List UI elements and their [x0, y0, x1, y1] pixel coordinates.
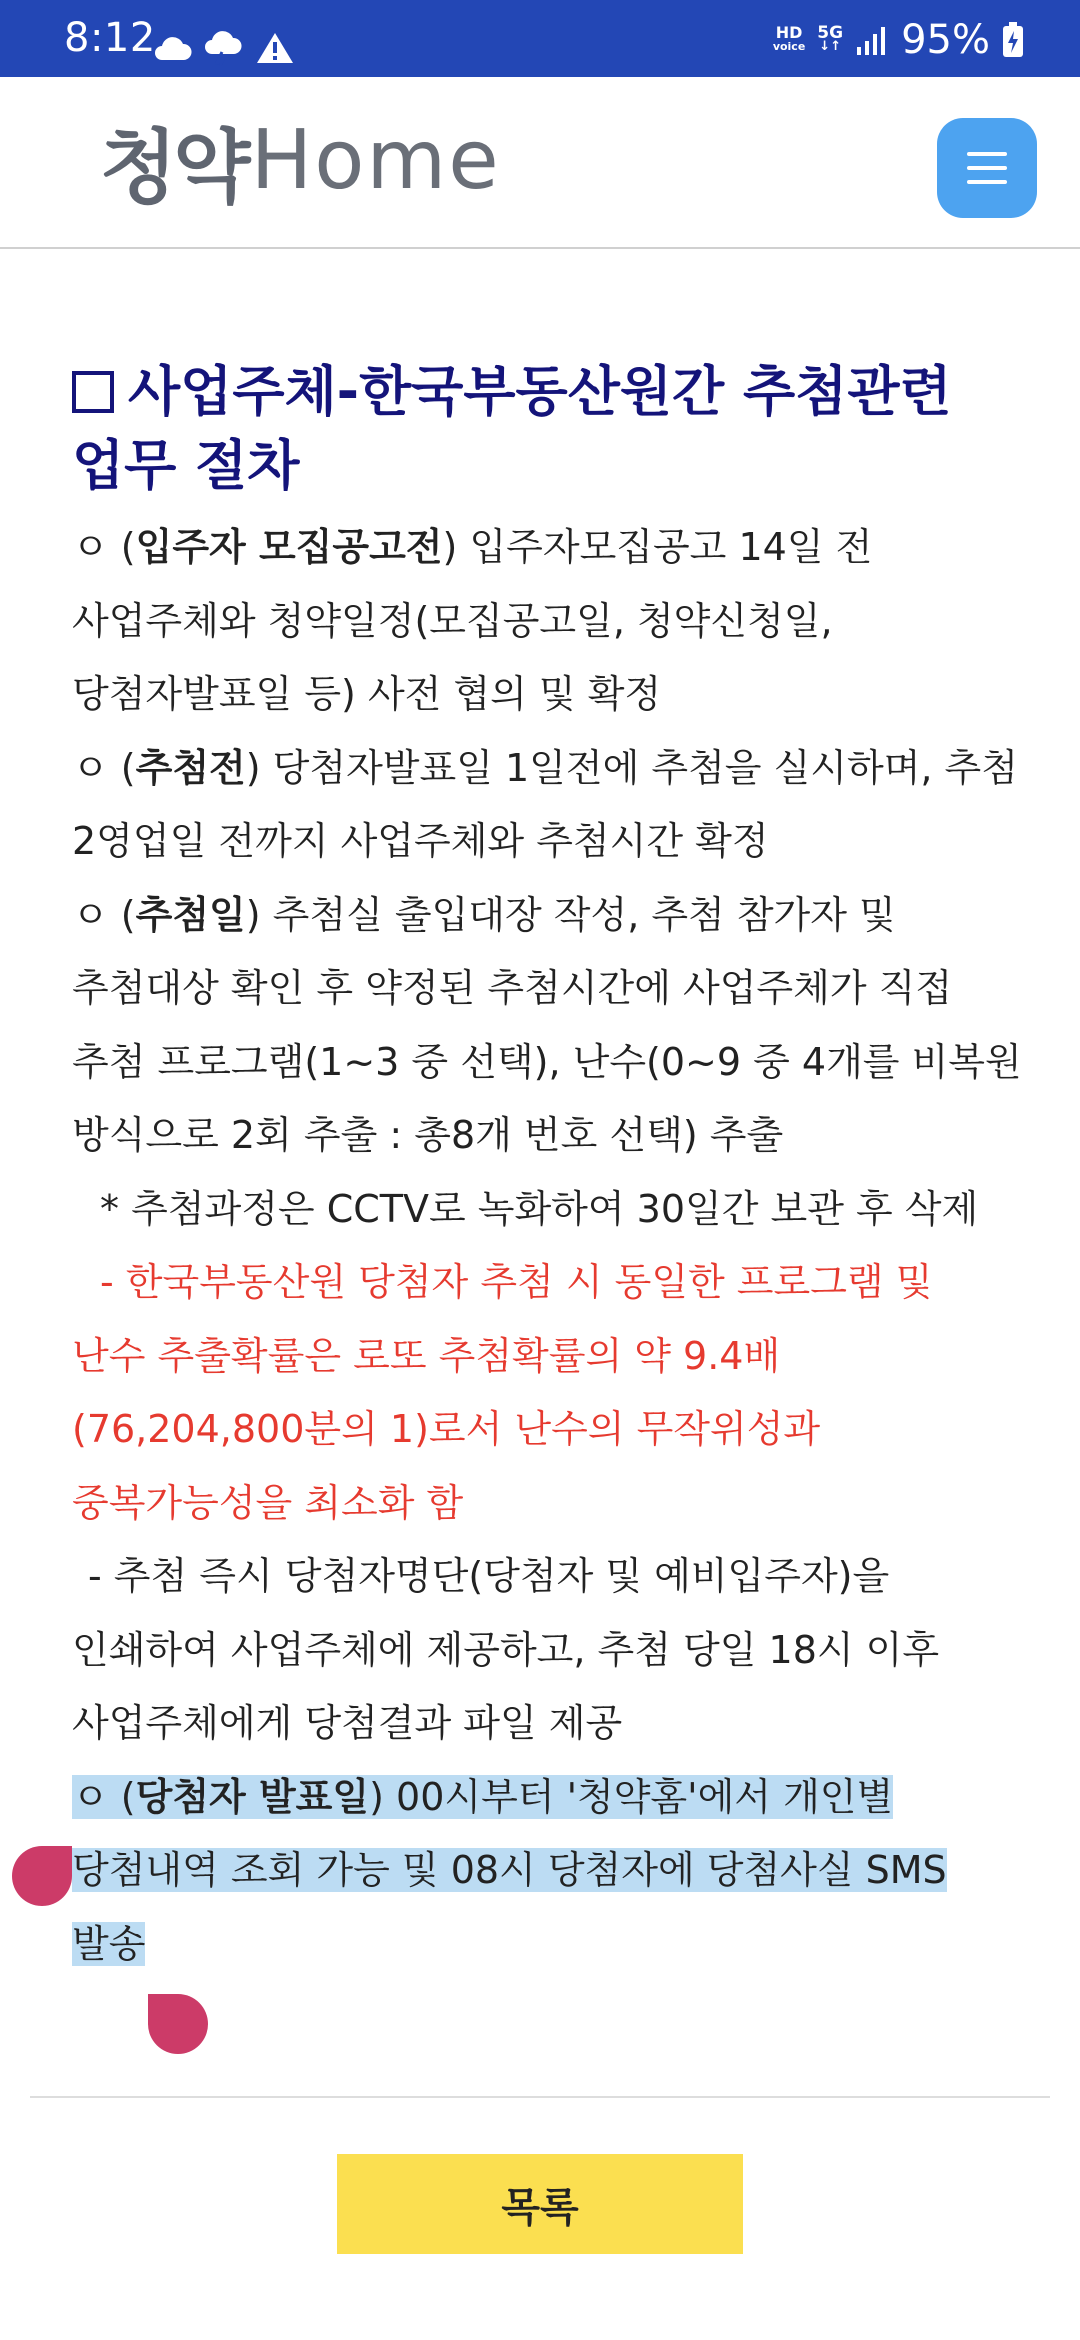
status-system-icons: [773, 16, 1024, 64]
network-5g-icon: 5G ↓↑: [817, 23, 844, 54]
item-label: 입주자 모집공고전: [135, 525, 443, 569]
bullet: ㅇ (: [72, 525, 136, 569]
article-content: [72, 355, 1032, 1981]
warning-icon: [256, 31, 294, 65]
status-bar: [0, 0, 1080, 77]
bullet-close: ): [245, 745, 261, 790]
item-text-line: 추첨 프로그램(1~3 중 선택), 난수(0~9 중 4개를 비복원: [72, 1039, 1022, 1084]
selected-text-block[interactable]: [72, 1761, 1032, 1982]
item-text-line: 추첨실 출입대장 작성, 추첨 참가자 및: [260, 892, 896, 937]
item-text-line: 발송: [72, 1921, 146, 1966]
hamburger-icon-line: [967, 152, 1007, 156]
list-item: [72, 511, 1032, 732]
checkbox-square-icon: [72, 371, 114, 413]
item-text-line: 사업주체와 청약일정(모집공고일, 청약신청일,: [72, 598, 833, 643]
network-label: 5G: [817, 23, 844, 43]
cloud-icon: [152, 34, 192, 62]
bullet-close: ): [369, 1774, 384, 1819]
status-notification-icons: [152, 28, 294, 68]
hd-label: HD: [775, 23, 803, 42]
print-text-line: 사업주체에게 당첨결과 파일 제공: [72, 1701, 623, 1745]
selection-start-handle[interactable]: [12, 1846, 72, 1906]
hamburger-icon-line: [967, 166, 1007, 170]
red-text-line: 중복가능성을 최소화 함: [72, 1480, 464, 1525]
bullet: ㅇ (: [72, 892, 136, 937]
signal-icon: [855, 25, 889, 55]
battery-percent: 95%: [901, 17, 990, 63]
logo-english-text: Home: [250, 112, 501, 208]
article-heading: [72, 355, 1032, 503]
bullet-close: ): [245, 892, 261, 937]
item-text-line: 추첨대상 확인 후 약정된 추첨시간에 사업주체가 직접: [72, 966, 953, 1010]
cctv-note: * 추첨과정은 CCTV로 녹화하여 30일간 보관 후 삭제: [100, 1186, 979, 1231]
list-item: [72, 1761, 1032, 1982]
voice-label: voice: [772, 40, 806, 53]
menu-button[interactable]: [937, 118, 1037, 218]
battery-charging-icon: [1002, 22, 1024, 58]
print-text-line: - 추첨 즉시 당첨자명단(당첨자 및 예비입주자)을: [88, 1554, 890, 1598]
probability-note: [72, 1246, 1032, 1540]
highlighted-segment: [72, 1775, 893, 1819]
item-label: 당첨자 발표일: [135, 1774, 370, 1819]
item-text-line: 입주자모집공고 14일 전: [457, 525, 873, 569]
list-item: [72, 879, 1032, 1173]
status-time: 8:12: [64, 15, 156, 61]
site-header: [0, 77, 1080, 249]
site-logo[interactable]: [100, 105, 501, 215]
hamburger-icon-line: [967, 180, 1007, 184]
item-label: 추첨전: [135, 745, 246, 790]
logo-korean-text: 청약: [100, 120, 247, 214]
item-text-line: 당첨자발표일 1일전에 추첨을 실시하며, 추첨: [260, 745, 1018, 790]
list-item: [72, 732, 1032, 879]
print-note: [72, 1540, 1032, 1761]
divider: [30, 2096, 1050, 2098]
hd-voice-icon: [772, 23, 806, 54]
red-text-line: (76,204,800분의 1)로서 난수의 무작위성과: [72, 1407, 821, 1451]
heading-line-2: 업무 절차: [72, 434, 300, 497]
heading-line-1: 사업주체-한국부동산원간 추첨관련: [128, 360, 952, 423]
item-label: 추첨일: [135, 892, 246, 937]
item-text-line: 당첨내역 조회 가능 및 08시 당첨자에 당첨사실 SMS: [72, 1848, 947, 1892]
print-text-line: 인쇄하여 사업주체에 제공하고, 추첨 당일 18시 이후: [72, 1627, 940, 1672]
list-button[interactable]: 목록: [337, 2154, 743, 2254]
red-text-line: - 한국부동산원 당첨자 추첨 시 동일한 프로그램 및: [100, 1260, 933, 1304]
item-text-line: 방식으로 2회 추출 : 총8개 번호 선택) 추출: [72, 1113, 784, 1157]
item-text-line: 2영업일 전까지 사업주체와 추첨시간 확정: [72, 819, 769, 863]
red-text-line: 난수 추출확률은 로또 추첨확률의 약 9.4배: [72, 1333, 781, 1378]
bullet: ㅇ (: [72, 1774, 136, 1819]
selection-end-handle[interactable]: [148, 1994, 208, 2054]
bullet: ㅇ (: [72, 745, 136, 790]
item-text-line: 00시부터 '청약홈'에서 개인별: [383, 1774, 894, 1819]
bullet-close: ): [442, 525, 458, 569]
item-text-line: 당첨자발표일 등) 사전 협의 및 확정: [72, 672, 662, 716]
weather-rain-icon: [204, 30, 244, 66]
